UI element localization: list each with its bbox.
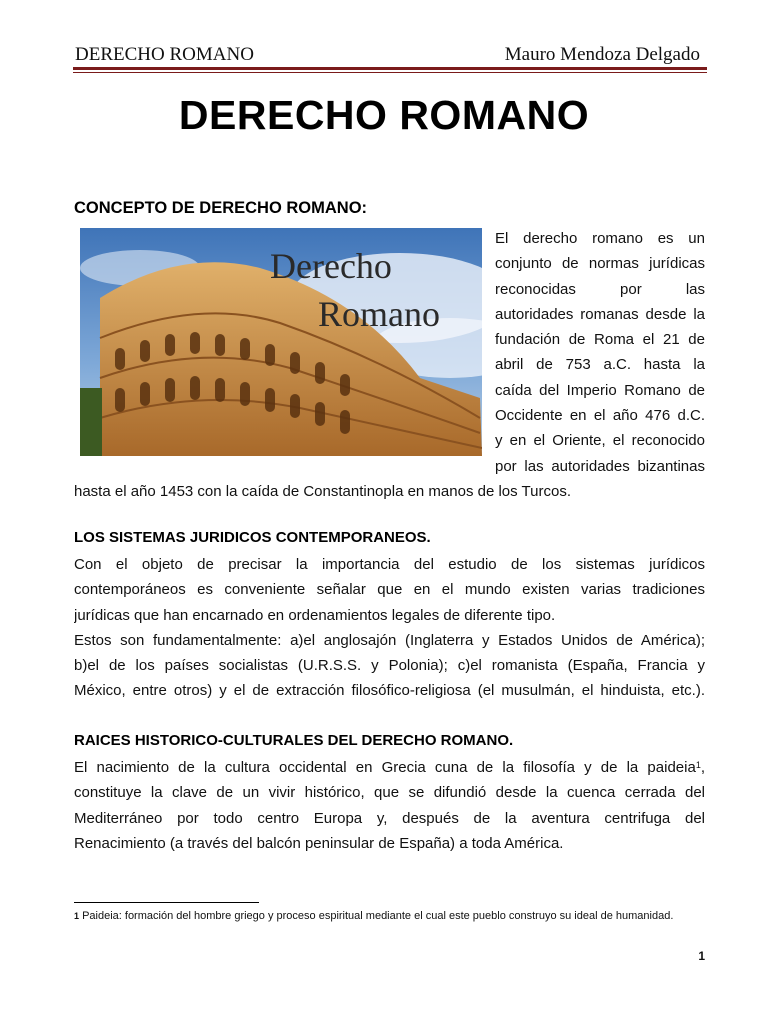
text-line: hasta el año 1453 con la caída de Constantinopla en manos de los Turcos. <box>74 483 571 500</box>
text-line <box>74 755 705 780</box>
footnote-separator <box>74 902 259 903</box>
text-line: y en el Oriente, el reconocido <box>495 432 705 450</box>
text-fragment: El nacimiento de la cultura occidental en Grecia cuna de la filosofía y de la paideia <box>74 759 696 776</box>
text-line: constituye la clave de un vivir histórico, que se difundió desde la cuenca cerrada del <box>74 784 705 802</box>
text-line: caída del Imperio Romano de <box>495 381 705 399</box>
text-line: Occidente en el año 476 d.C. <box>495 407 705 425</box>
section-heading-concepto: CONCEPTO DE DERECHO ROMANO: <box>74 199 368 217</box>
header-rule-thin <box>73 72 707 73</box>
header-doc-title: DERECHO ROMANO <box>75 44 254 65</box>
image-text-derecho: Derecho <box>270 246 392 286</box>
text-line: autoridades romanas desde la <box>495 305 705 323</box>
footnote <box>74 908 705 924</box>
text-line: jurídicas que han encarnado en ordenamientos legales de diferente tipo. <box>74 606 556 624</box>
text-line: fundación de Roma el 21 de <box>495 331 705 349</box>
text-line: por las autoridades bizantinas <box>495 457 705 475</box>
colosseum-image <box>80 228 482 456</box>
page-number: 1 <box>698 949 705 963</box>
header-rule-thick <box>73 67 707 70</box>
text-line: abril de 753 a.C. hasta la <box>495 356 705 374</box>
text-line: Estos son fundamentalmente: a)el anglosajón (Inglaterra y Estados Unidos de América); <box>74 631 705 649</box>
text-line: Con el objeto de precisar la importancia del estudio de los sistemas jurídicos <box>74 556 705 573</box>
footnote-marker: 1 <box>74 911 80 921</box>
text-line: reconocidas por las <box>495 280 705 298</box>
text-line: contemporáneos es conveniente señalar que en el mundo existen varias tradiciones <box>74 581 705 599</box>
sistemas-paragraph <box>74 552 705 704</box>
text-fragment: , <box>700 759 705 776</box>
header-author: Mauro Mendoza Delgado <box>504 44 700 65</box>
text-line: Mediterráneo por todo centro Europa y, después de la aventura centrifuga del <box>74 809 705 827</box>
text-line: Renacimiento (a través del balcón peninsular de España) a toda América. <box>74 834 564 852</box>
page-title: DERECHO ROMANO <box>178 92 590 138</box>
concept-side-text <box>495 226 705 479</box>
concept-continuation <box>74 479 705 504</box>
text-line: México, entre otros) y el de extracción filosófico-religiosa (el musulmán, el hinduista, etc.). <box>74 682 705 700</box>
image-text-romano: Romano <box>318 294 440 334</box>
text-line: b)el de los países socialistas (U.R.S.S. y Polonia); c)el romanista (España, Francia y <box>74 657 705 675</box>
raices-paragraph <box>74 755 705 856</box>
section-heading-raices: RAICES HISTORICO-CULTURALES DEL DERECHO ROMANO. <box>74 732 514 749</box>
text-line: conjunto de normas jurídicas <box>495 255 705 273</box>
footnote-ref[interactable]: 1 <box>695 760 701 770</box>
text-line: El derecho romano es un <box>495 230 705 247</box>
footnote-text: Paideia: formación del hombre griego y proceso espiritual mediante el cual este pueblo construyo su ideal de humanidad. <box>82 910 674 922</box>
section-heading-sistemas: LOS SISTEMAS JURIDICOS CONTEMPORANEOS. <box>74 529 431 546</box>
